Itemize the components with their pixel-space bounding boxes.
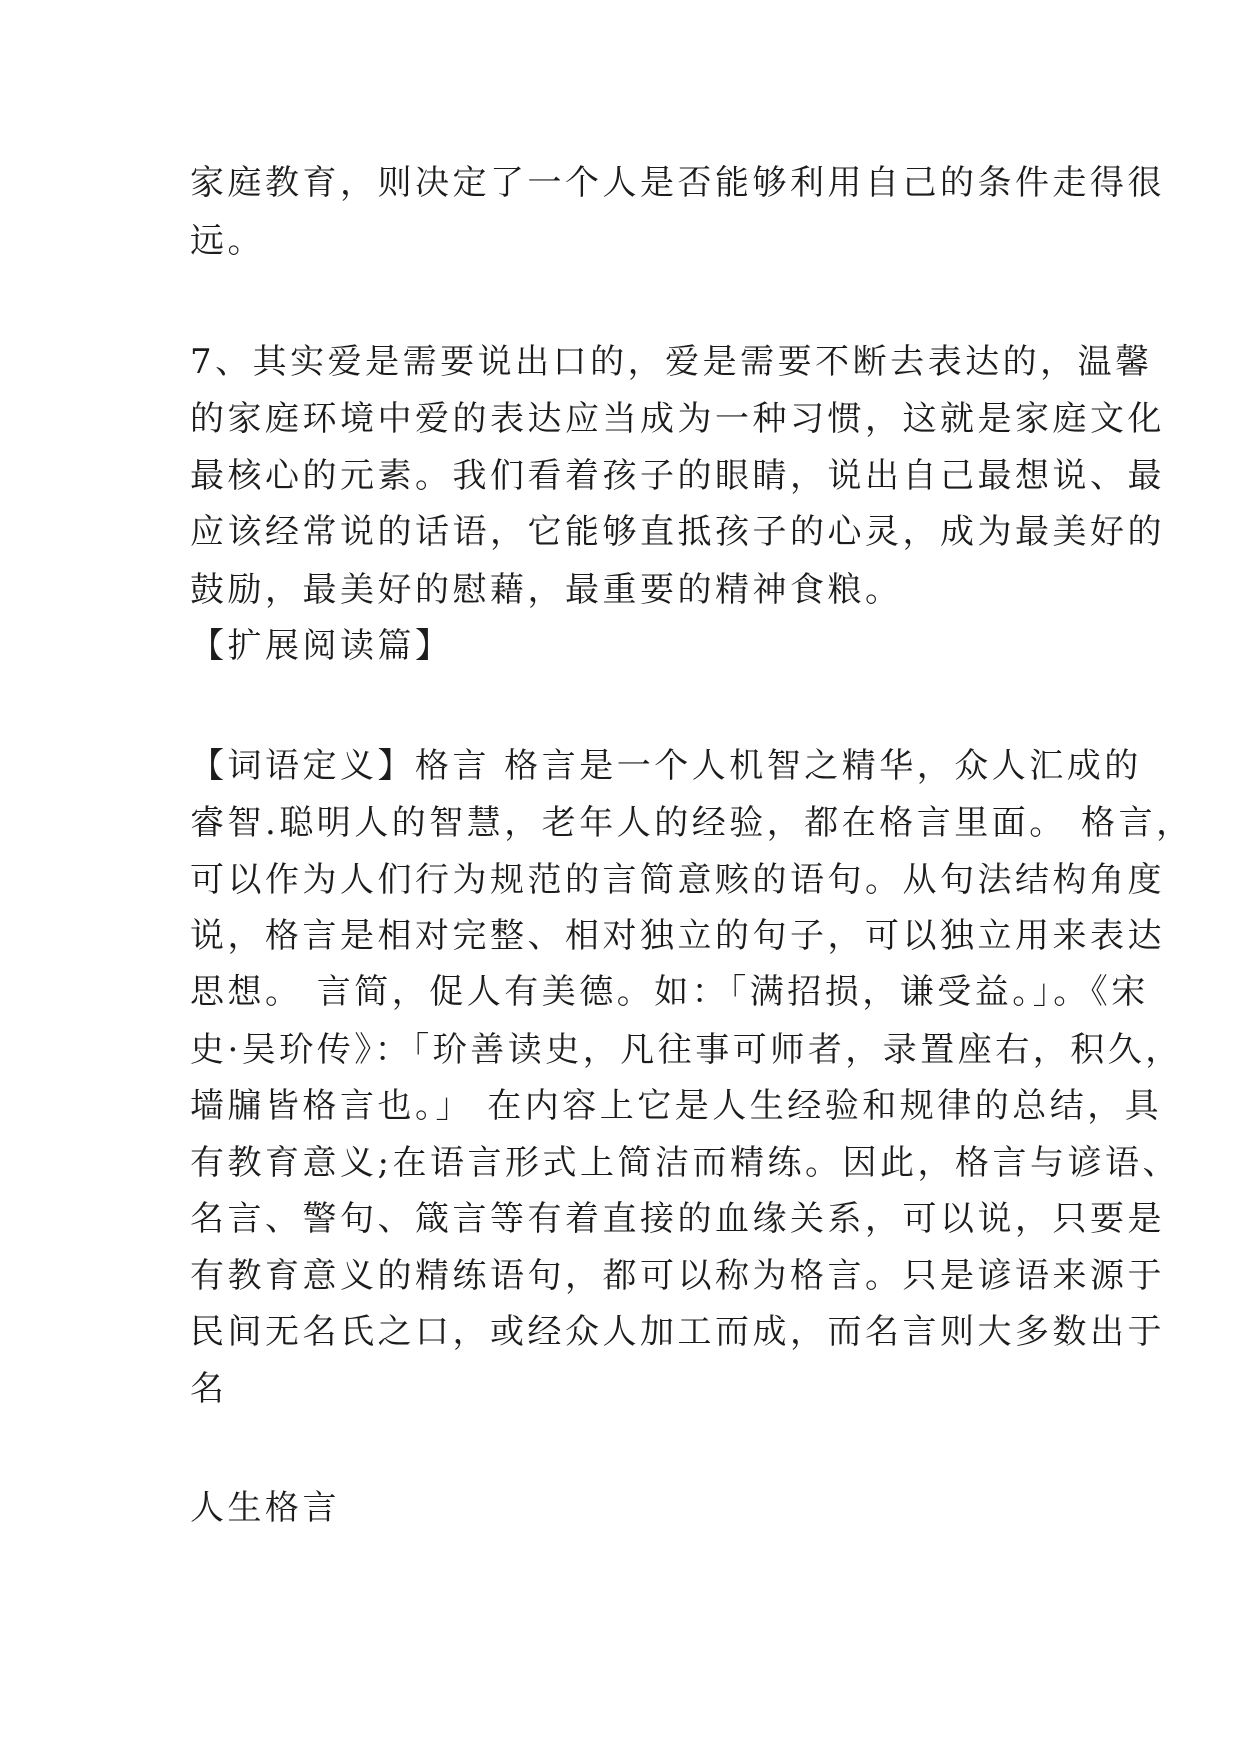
paragraph-line: 家庭教育，则决定了一个人是否能够利用自己的条件走得很 [190,163,1165,203]
paragraph-line: 的家庭环境中爱的表达应当成为一种习惯，这就是家庭文化 [190,399,1165,439]
paragraph-line: 民间无名氏之口，或经众人加工而成，而名言则大多数出于 [190,1312,1165,1352]
section-heading: 【扩展阅读篇】 [190,626,453,666]
paragraph-line: 有教育意义的精练语句，都可以称为格言。只是谚语来源于 [190,1256,1165,1296]
paragraph-line: 史·吴玠传》：「玠善读史，凡往事可师者，录置座右，积久， [190,1030,1183,1070]
paragraph-line: 睿智.聪明人的智慧，老年人的经验，都在格言里面。 格言， [190,803,1194,843]
paragraph-line: 可以作为人们行为规范的言简意赅的语句。从句法结构角度 [190,860,1165,900]
paragraph-line: 应该经常说的话语，它能够直抵孩子的心灵，成为最美好的 [190,512,1165,552]
paragraph-line: 7、其实爱是需要说出口的，爱是需要不断去表达的，温馨 [190,342,1153,382]
paragraph-line: 墙牖皆格言也。」 在内容上它是人生经验和规律的总结，具 [190,1086,1163,1126]
paragraph-line: 最核心的元素。我们看着孩子的眼睛，说出自己最想说、最 [190,456,1165,496]
paragraph-line: 名言、警句、箴言等有着直接的血缘关系，可以说，只要是 [190,1199,1165,1239]
paragraph-line: 名 [190,1369,228,1409]
paragraph-line: 【词语定义】格言 格言是一个人机智之精华，众人汇成的 [190,746,1142,786]
paragraph-line: 远。 [190,221,265,261]
paragraph-line: 有教育意义;在语言形式上简洁而精练。因此，格言与谚语、 [190,1143,1180,1183]
footer-heading: 人生格言 [190,1488,340,1528]
paragraph-line: 说，格言是相对完整、相对独立的句子，可以独立用来表达 [190,916,1165,956]
paragraph-line: 思想。 言简，促人有美德。如：「满招损，谦受益。」。《宋 [190,972,1149,1012]
paragraph-line: 鼓励，最美好的慰藉，最重要的精神食粮。 [190,570,903,610]
